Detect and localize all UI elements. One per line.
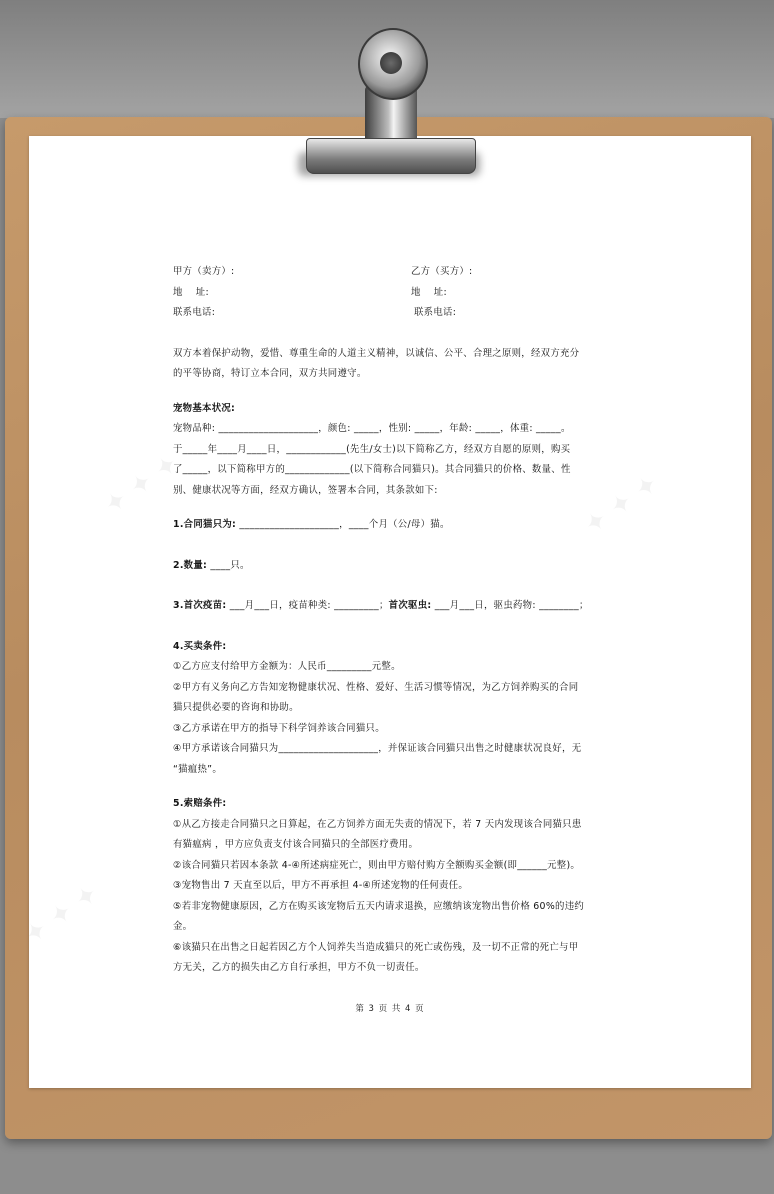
party-b-phone-label: 联系电话: [414, 307, 457, 318]
section-5-line: ⑤若非宠物健康原因，乙方在购买该宠物后五天内请求退换，应缴纳该宠物出售价格 60%的违约 [173, 900, 585, 912]
preamble-line: 双方本着保护动物，爱惜、尊重生命的人道主义精神，以诚信、公平、合理之原则，经双方充分 [173, 347, 580, 359]
party-b-label: 乙方（买方）: [411, 266, 473, 277]
party-row-names [173, 262, 603, 283]
party-b-address-label: 地 址: [411, 286, 447, 298]
section-3-heading: 3.首次疫苗: [173, 600, 227, 611]
section-5-line: ①从乙方接走合同猫只之日算起，在乙方饲养方面无失责的情况下，若 7 天内发现该合同猫只患 [173, 818, 582, 830]
section-4-heading: 4.买卖条件: [173, 640, 227, 652]
party-a-label: 甲方（卖方）: [173, 266, 235, 277]
section-5-line: 金。 [173, 921, 193, 932]
section-1-heading: 1.合同猫只为: [173, 519, 237, 530]
section-5-line: ③宠物售出 7 天直至以后，甲方不再承担 4-④所述宠物的任何责任。 [173, 880, 469, 891]
section-1-text: ____________________，____个月（公/母）猫。 [236, 519, 450, 530]
section-5-line: ②该合同猫只若因本条款 4-④所述病症死亡，则由甲方赔付购方全额购买金额(即______元整)。 [173, 859, 581, 871]
basic-line: 了_____，以下简称甲方的_____________(以下简称合同猫只)。其合同猫只的价格、数量、性 [173, 464, 571, 475]
section-3 [173, 596, 603, 617]
party-a-phone-label: 联系电话: [173, 307, 216, 318]
watermark: ✦ ✦ ✦ [98, 448, 185, 522]
party-a-address-label: 地 址: [173, 286, 209, 298]
section-5-line: 有猫瘟病 ，甲方应负责支付该合同猫只的全部医疗费用。 [173, 839, 419, 850]
section-5-line: ⑥该猫只在出售之日起若因乙方个人饲养失当造成猫只的死亡或伤残，及一切不正常的死亡与甲 [173, 941, 579, 953]
section-4-line: 猫只提供必要的咨询和协助。 [173, 702, 299, 713]
section-3-heading-2: 首次驱虫: [388, 600, 432, 611]
section-4-line: “猫瘟热”。 [173, 763, 223, 775]
section-1 [173, 515, 603, 536]
section-4-line: ③乙方承诺在甲方的指导下科学饲养该合同猫只。 [173, 722, 385, 734]
preamble-line: 的平等协商，特订立本合同，双方共同遵守。 [173, 368, 367, 379]
watermark: ✦ ✦ ✦ [18, 878, 105, 952]
section-5-line: 方无关，乙方的损失由乙方自行承担，甲方不负一切责任。 [173, 962, 425, 973]
clip-hole [380, 52, 402, 74]
page-number: 第 3 页 共 4 页 [355, 1004, 425, 1014]
section-3-text-2: ___月___日，驱虫药物: ________； [431, 600, 589, 611]
section-4-line: ②甲方有义务向乙方告知宠物健康状况、性格、爱好、生活习惯等情况，为乙方饲养购买的合同 [173, 681, 579, 693]
clip-plate [306, 138, 476, 174]
basic-line: 宠物品种: ____________________，颜色: _____，性别: _____，年龄: _____，体重: _____。 [173, 423, 571, 434]
section-4-line: ④甲方承诺该合同猫只为____________________，并保证该合同猫只出售之时健康状况良好，无 [173, 743, 582, 754]
basic-line: 于_____年____月____日，____________(先生/女士)以下简称乙方，经双方自愿的原则，购买 [173, 443, 571, 455]
section-3-text: ___月___日，疫苗种类: _________； [226, 600, 389, 611]
party-row-address [173, 283, 603, 304]
section-2-text: ____只。 [207, 559, 250, 571]
basic-line: 别、健康状况等方面，经双方确认，签署本合同，其条款如下: [173, 484, 438, 496]
party-row-phone [173, 303, 603, 324]
section-5-heading: 5.索赔条件: [173, 798, 227, 809]
watermark: ✦ ✦ ✦ [578, 468, 665, 542]
section-4-line: ①乙方应支付给甲方金额为：人民币_________元整。 [173, 661, 401, 672]
section-2 [173, 556, 603, 577]
basic-heading: 宠物基本状况: [173, 402, 236, 414]
contract-body [173, 262, 603, 979]
section-2-heading: 2.数量: [173, 559, 208, 571]
